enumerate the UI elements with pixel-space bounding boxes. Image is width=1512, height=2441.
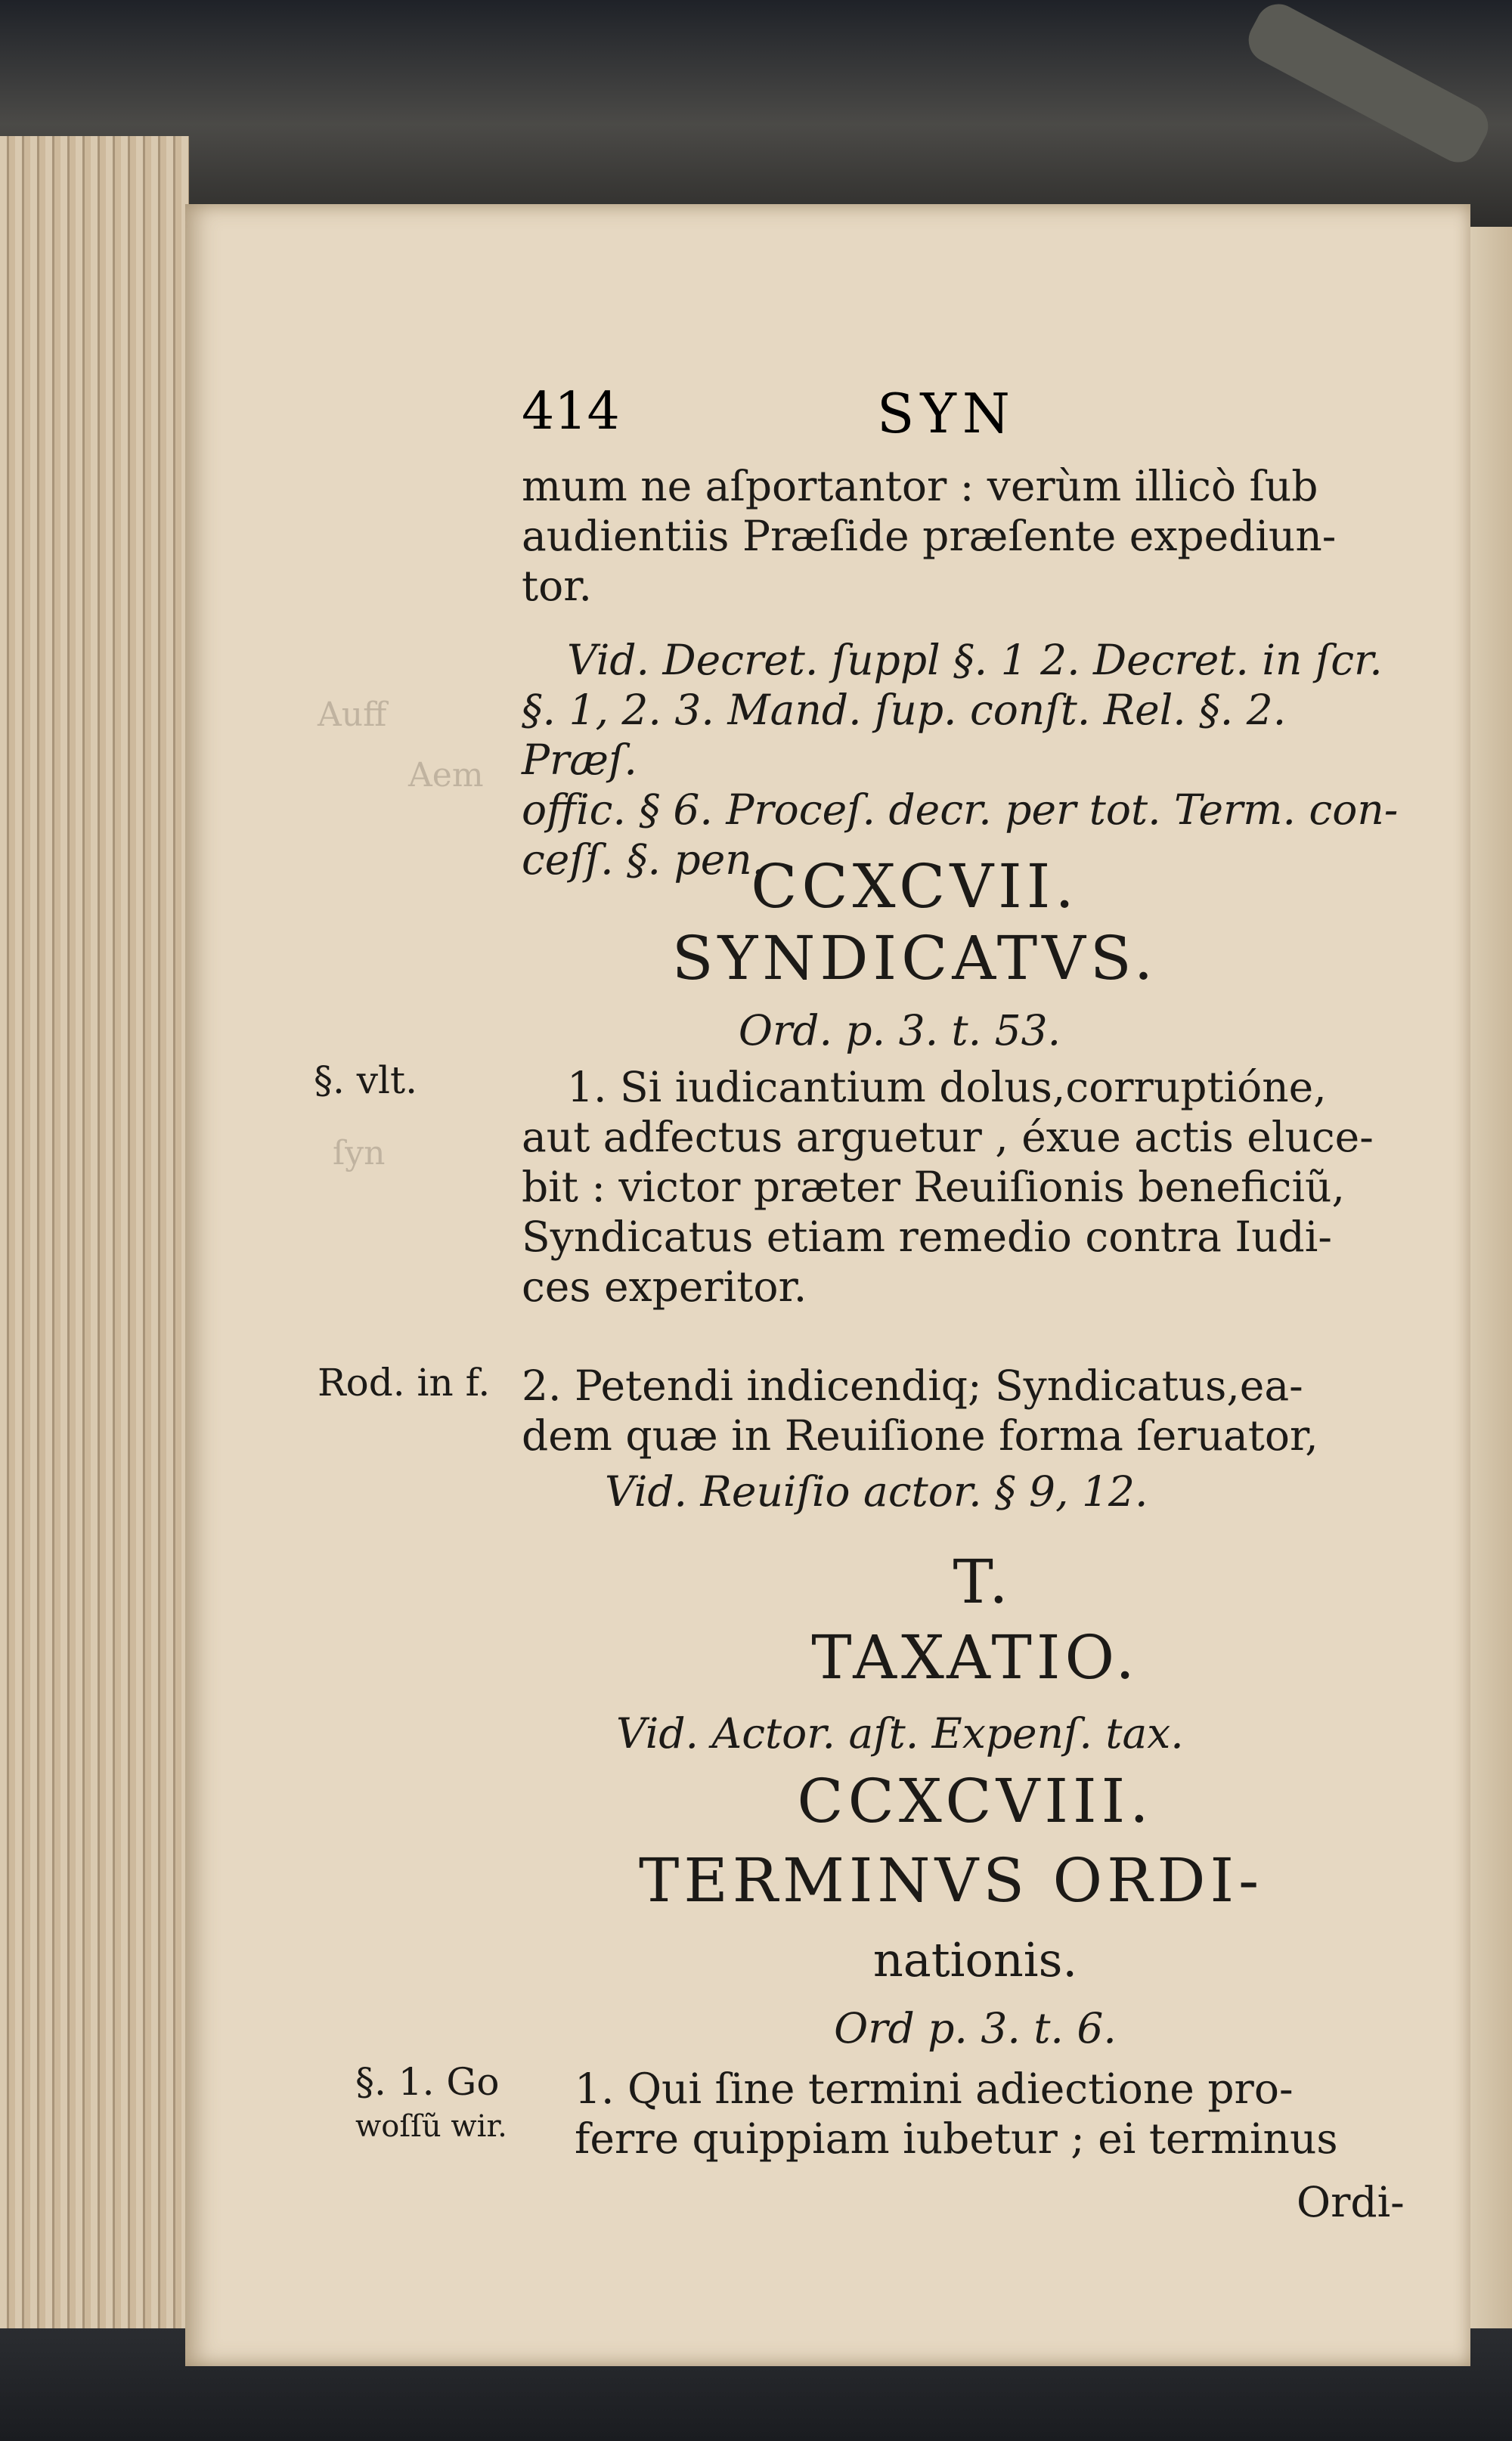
section-title: TERMINVS ORDI-	[639, 1845, 1264, 1916]
taxatio-title: TAXATIO.	[811, 1622, 1139, 1693]
text-line: mum ne aſportantor : verùm illicò ſub	[522, 462, 1318, 510]
text-line: dem quæ in Reuiſione forma ſeruator,	[522, 1411, 1318, 1460]
text-line: ces experitor.	[522, 1262, 807, 1311]
section-numeral: CCXCVII.	[751, 851, 1079, 922]
margin-note: woſſũ wir.	[355, 2109, 507, 2144]
section-reference: Ord p. 3. t. 6.	[834, 2004, 1117, 2052]
section-numeral: CCXCVIII.	[797, 1766, 1154, 1836]
margin-note: §. 1. Go	[355, 2060, 500, 2104]
page-stack-edge	[0, 136, 189, 2343]
text-line: bit : victor præter Reuiſionis beneficiũ,	[522, 1163, 1345, 1211]
paragraph	[522, 1361, 1414, 1461]
show-through-text: Auff	[318, 695, 387, 734]
text-line: 2. Petendi indicendiq; Syndicatus,ea-	[522, 1361, 1303, 1410]
paragraph	[575, 2064, 1429, 2164]
page-number: 414	[522, 382, 620, 441]
ref-line: ceſſ. §. pen.	[522, 835, 766, 884]
text-line: Syndicatus etiam remedio contra Iudi-	[522, 1213, 1332, 1261]
ref-line: Vid. Decret. ſuppl §. 1 2. Decret. in ſcr.	[567, 636, 1383, 684]
section-title: SYNDICATVS.	[671, 923, 1158, 993]
text-line: 1. Qui ſine termini adiectione pro-	[575, 2065, 1294, 2113]
taxatio-reference: Vid. Actor. aſt. Expenſ. tax.	[616, 1709, 1184, 1758]
reference-line: Vid. Reuiſio actor. § 9, 12.	[605, 1467, 1148, 1516]
text-line: ferre quippiam iubetur ; ei terminus	[575, 2114, 1338, 2163]
continuation-text	[522, 461, 1414, 611]
running-head	[522, 382, 1051, 445]
ref-line: §. 1, 2. 3. Mand. ſup. conſt. Rel. §. 2. Præſ.	[522, 686, 1287, 784]
letter-heading: T.	[953, 1547, 1013, 1617]
margin-note: Rod. in f.	[318, 1361, 491, 1405]
ref-line: offic. § 6. Proceſ. decr. per tot. Term. con-	[522, 785, 1399, 834]
running-title: SYN	[877, 382, 1016, 445]
section-title-continued: nationis.	[872, 1932, 1078, 1987]
show-through-text: Aem	[408, 756, 484, 795]
reference-block-1	[522, 635, 1414, 884]
text-line: tor.	[522, 562, 592, 610]
show-through-text: ſyn	[333, 1134, 386, 1172]
catchword: Ordi-	[1297, 2178, 1405, 2226]
section-reference: Ord. p. 3. t. 53.	[738, 1006, 1061, 1055]
paragraph	[522, 1062, 1414, 1312]
text-line: aut adfectus arguetur , éxue actis eluce-	[522, 1113, 1374, 1161]
margin-note: §. vlt.	[314, 1058, 418, 1102]
text-line: audientiis Præſide præſente expediun-	[522, 512, 1337, 560]
text-line: 1. Si iudicantium dolus,corruptióne,	[567, 1063, 1327, 1111]
